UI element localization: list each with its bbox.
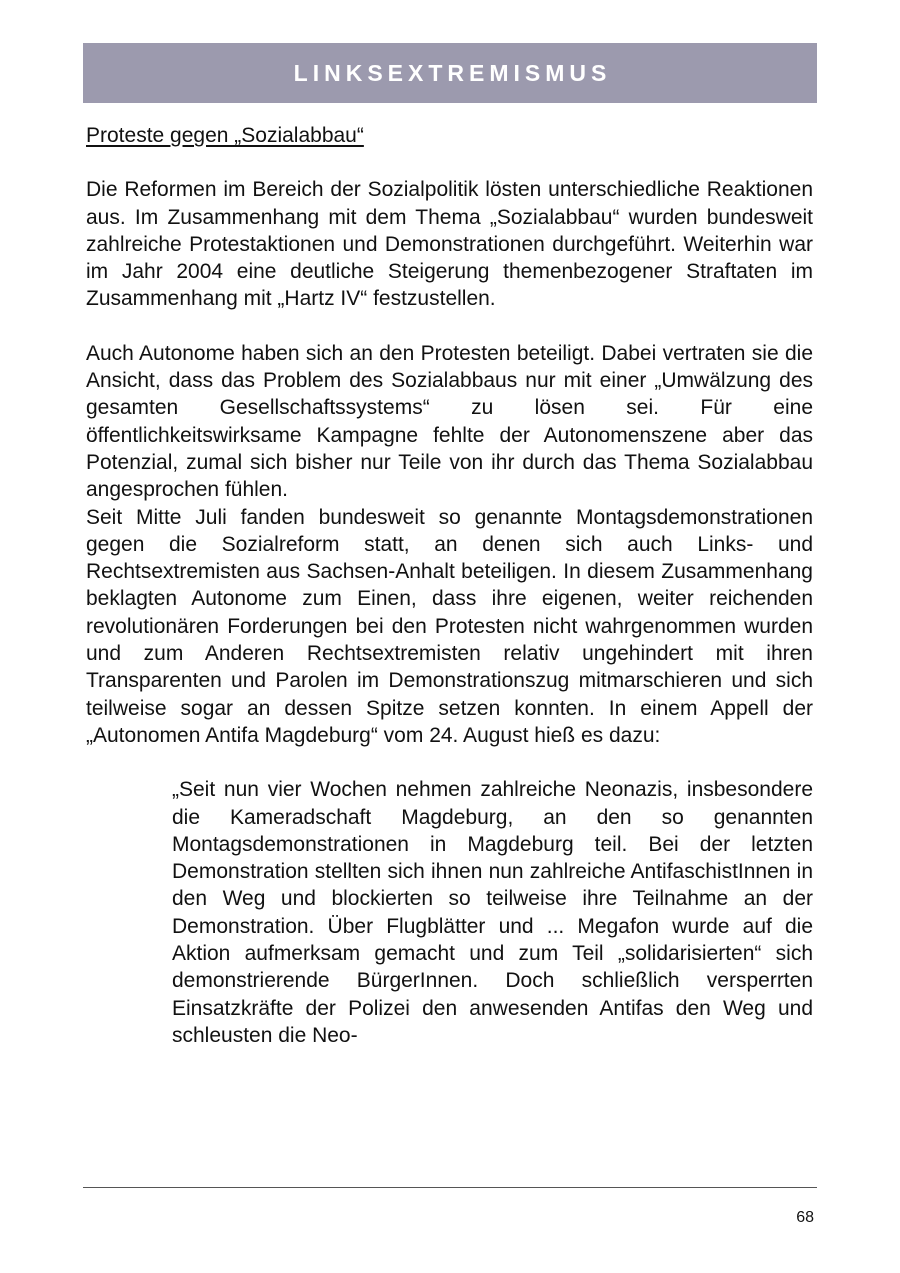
section-title: Proteste gegen „Sozialabbau“ bbox=[86, 124, 364, 147]
page-number: 68 bbox=[796, 1209, 814, 1226]
chapter-header-band bbox=[83, 43, 817, 103]
paragraph-autonome: Auch Autonome haben sich an den Protesten beteiligt. Dabei vertraten sie die Ansicht, dass das Problem des Sozialabbaus nur mit einer „Umwälzung des gesamten Gesellschaftssystems“ zu lösen sei. Für eine öffentlichkeitswirksame Kampagne fehlte der Autonomenszene aber das Potenzial, zumal sich bisher nur Teile von ihr durch das Thema Sozialabbau angesprochen fühlen. bbox=[86, 341, 813, 502]
paragraph-reforms: Die Reformen im Bereich der Sozialpolitik lösten unterschiedliche Reaktionen aus. Im Zusammenhang mit dem Thema „Sozialabbau“ wurden bundesweit zahlreiche Protestaktionen und Demonstrationen durchgeführt. Weiterhin war im Jahr 2004 eine deutliche Steigerung themenbezogener Straftaten im Zusammenhang mit „Hartz IV“ festzustellen. bbox=[86, 178, 813, 311]
page-content bbox=[86, 122, 813, 1049]
block-quote: „Seit nun vier Wochen nehmen zahlreiche Neonazis, insbesondere die Kameradschaft Magdeburg, an den so genannten Montagsdemonstrationen in Magdeburg teil. Bei der letzten Demonstration stellten sich ihnen nun zahlreiche AntifaschistInnen in den Weg und blockierten so teilweise ihre Teilnahme an der Demonstration. Über Flugblätter und ... Megafon wurde auf die Aktion aufmerksam gemacht und zum Teil „solidarisierten“ sich demonstrierende BürgerInnen. Doch schließlich versperrten Einsatzkräfte der Polizei den anwesenden Antifas den Weg und schleusten die Neo- bbox=[172, 778, 813, 1047]
paragraph-montagsdemonstrationen: Seit Mitte Juli fanden bundesweit so genannte Montagsdemonstrationen gegen die Sozialreform statt, an denen sich auch Links- und Rechtsextremisten aus Sachsen-Anhalt beteiligen. In diesem Zusammenhang beklagten Autonome zum Einen, dass ihre eigenen, weiter reichenden revolutionären Forderungen bei den Protesten nicht wahrgenommen wurden und zum Anderen Rechtsextremisten relativ ungehindert mit ihren Transparenten und Parolen im Demonstrationszug mitmarschieren und sich teilweise sogar an dessen Spitze setzen konnten. In einem Appell der „Autonomen Antifa Magdeburg“ vom 24. August hieß es dazu: bbox=[86, 505, 813, 747]
footer-divider bbox=[83, 1187, 817, 1188]
chapter-title: LINKSEXTREMISMUS bbox=[293, 59, 612, 86]
